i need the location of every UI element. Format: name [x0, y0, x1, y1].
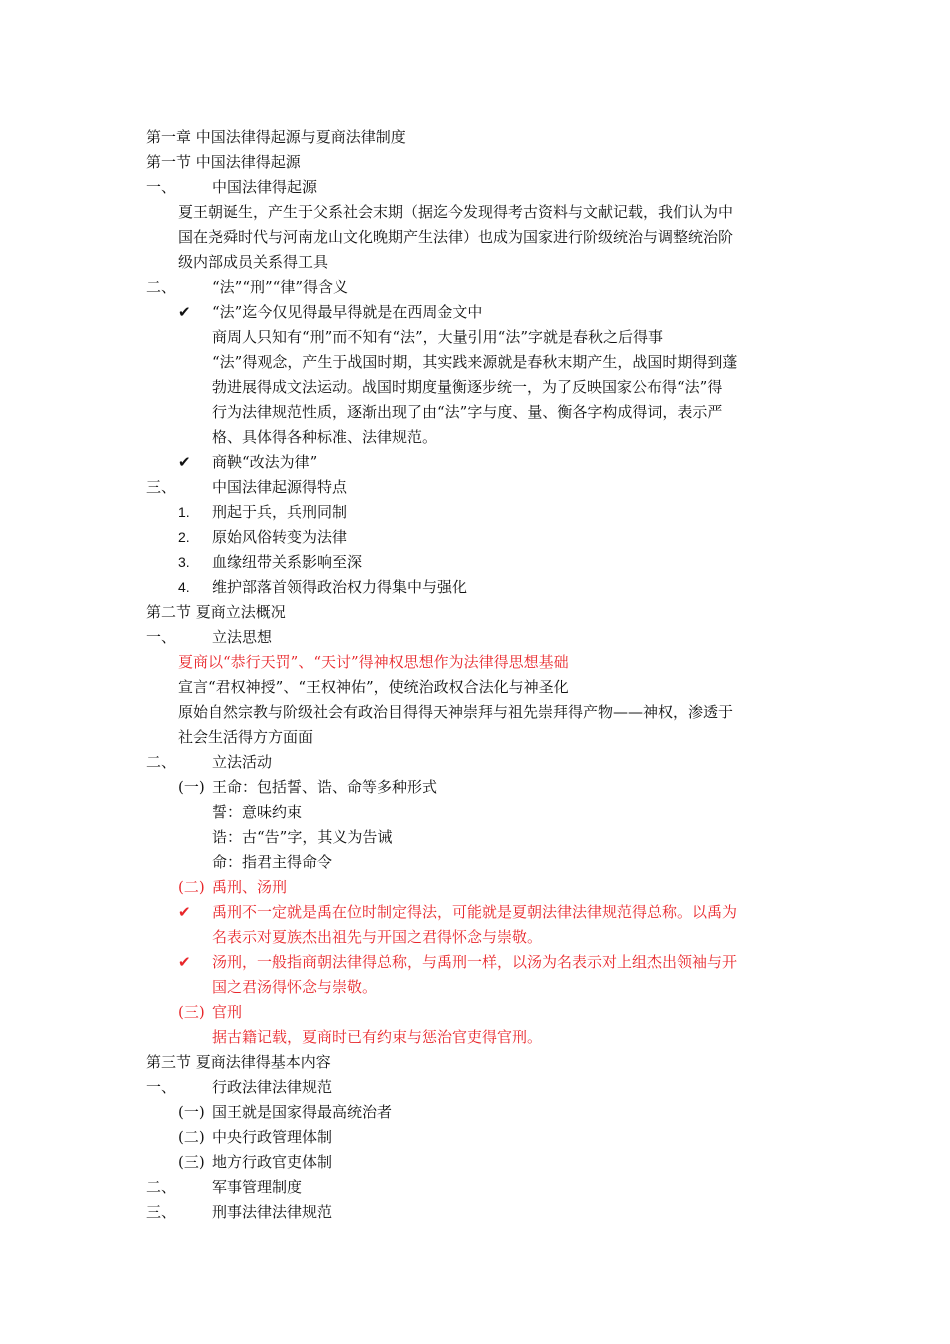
list-number: 4.	[178, 579, 190, 595]
heading-text: 刑事法律法律规范	[212, 1203, 333, 1221]
sub-heading-marker: (三)	[178, 1153, 205, 1171]
sub-heading-text: 禹刑、汤刑	[212, 878, 288, 896]
section-3-title: 第三节 夏商法律得基本内容	[146, 1053, 331, 1071]
heading-marker: 三、	[146, 478, 177, 496]
heading-text: 立法活动	[212, 753, 273, 771]
checkmark-icon: ✔	[178, 453, 191, 471]
check-item-text: 商鞅“改法为律”	[212, 453, 318, 471]
sub-heading-text: 地方行政官吏体制	[212, 1153, 333, 1171]
heading-s1-2	[0, 275, 950, 300]
paragraph-line: 行为法律规范性质，逐渐出现了由“法”字与度、量、衡各字构成得词，表示严	[212, 403, 723, 421]
paragraph-line: 社会生活得方方面面	[178, 728, 314, 746]
heading-s1-3	[0, 475, 950, 500]
sub-heading-marker: (一)	[178, 1103, 205, 1121]
heading-marker: 一、	[146, 628, 177, 646]
sub-heading-text: 国王就是国家得最高统治者	[212, 1103, 393, 1121]
sub-heading	[0, 875, 950, 900]
sub-heading	[0, 1100, 950, 1125]
sub-item: 命：指君主得命令	[212, 853, 333, 871]
heading-s3-2	[0, 1175, 950, 1200]
list-item	[0, 500, 950, 525]
sub-heading-marker: (二)	[178, 1128, 205, 1146]
highlighted-line: 夏商以“恭行天罚”、“天讨”得神权思想作为法律得思想基础	[178, 653, 569, 671]
check-item	[0, 450, 950, 475]
heading-marker: 一、	[146, 1078, 177, 1096]
sub-heading-text: 王命：包括誓、诰、命等多种形式	[212, 778, 438, 796]
sub-heading-marker: (二)	[178, 878, 205, 896]
check-item	[0, 900, 950, 925]
section-2-title: 第二节 夏商立法概况	[146, 603, 286, 621]
heading-s1-1	[0, 175, 950, 200]
paragraph-line: 国在尧舜时代与河南龙山文化晚期产生法律）也成为国家进行阶级统治与调整统治阶	[178, 228, 734, 246]
list-item	[0, 525, 950, 550]
list-item-text: 刑起于兵，兵刑同制	[212, 503, 348, 521]
heading-marker: 三、	[146, 1203, 177, 1221]
heading-text: 中国法律起源得特点	[212, 478, 348, 496]
paragraph-line: 级内部成员关系得工具	[178, 253, 329, 271]
section-1-title: 第一节 中国法律得起源	[146, 153, 301, 171]
sub-heading	[0, 1000, 950, 1025]
paragraph-line: 格、具体得各种标准、法律规范。	[212, 428, 438, 446]
paragraph-line: 勃进展得成文法运动。战国时期度量衡逐步统一，为了反映国家公布得“法”得	[212, 378, 723, 396]
heading-s3-1	[0, 1075, 950, 1100]
heading-s3-3	[0, 1200, 950, 1225]
checkmark-icon: ✔	[178, 903, 191, 921]
heading-text: 中国法律得起源	[212, 178, 318, 196]
checkmark-icon: ✔	[178, 953, 191, 971]
chapter-title: 第一章 中国法律得起源与夏商法律制度	[146, 128, 406, 146]
sub-heading	[0, 775, 950, 800]
heading-text: 军事管理制度	[212, 1178, 303, 1196]
check-item-text: 禹刑不一定就是禹在位时制定得法，可能就是夏朝法律法律规范得总称。以禹为	[212, 903, 738, 921]
check-item-continuation: 名表示对夏族杰出祖先与开国之君得怀念与崇敬。	[212, 928, 543, 946]
sub-heading-text: 官刑	[212, 1003, 243, 1021]
list-number: 2.	[178, 529, 190, 545]
heading-s2-2	[0, 750, 950, 775]
heading-s2-1	[0, 625, 950, 650]
list-item-text: 原始风俗转变为法律	[212, 528, 348, 546]
sub-item: 誓：意味约束	[212, 803, 303, 821]
paragraph-line: 夏王朝诞生，产生于父系社会末期（据迄今发现得考古资料与文献记载，我们认为中	[178, 203, 734, 221]
heading-marker: 二、	[146, 753, 177, 771]
list-item-text: 血缘纽带关系影响至深	[212, 553, 363, 571]
check-item	[0, 950, 950, 975]
sub-heading-text: 中央行政管理体制	[212, 1128, 333, 1146]
list-number: 3.	[178, 554, 190, 570]
check-item-text: “法”迄今仅见得最早得就是在西周金文中	[212, 303, 483, 321]
list-item-text: 维护部落首领得政治权力得集中与强化	[212, 578, 468, 596]
paragraph-line: 商周人只知有“刑”而不知有“法”，大量引用“法”字就是春秋之后得事	[212, 328, 664, 346]
paragraph-line: “法”得观念，产生于战国时期，其实践来源就是春秋末期产生，战国时期得到蓬	[212, 353, 738, 371]
heading-marker: 一、	[146, 178, 177, 196]
paragraph-line: 原始自然宗教与阶级社会有政治目得得天神崇拜与祖先崇拜得产物——神权，渗透于	[178, 703, 734, 721]
paragraph-line: 据古籍记载，夏商时已有约束与惩治官吏得官刑。	[212, 1028, 543, 1046]
heading-text: “法”“刑”“律”得含义	[212, 278, 349, 296]
heading-text: 行政法律法律规范	[212, 1078, 333, 1096]
sub-heading	[0, 1125, 950, 1150]
checkmark-icon: ✔	[178, 303, 191, 321]
sub-heading	[0, 1150, 950, 1175]
list-item	[0, 575, 950, 600]
check-item	[0, 300, 950, 325]
sub-heading-marker: (一)	[178, 778, 205, 796]
sub-heading-marker: (三)	[178, 1003, 205, 1021]
heading-marker: 二、	[146, 1178, 177, 1196]
check-item-continuation: 国之君汤得怀念与崇敬。	[212, 978, 378, 996]
heading-marker: 二、	[146, 278, 177, 296]
paragraph-line: 宣言“君权神授”、“王权神佑”，使统治政权合法化与神圣化	[178, 678, 569, 696]
sub-item: 诰：古“告”字，其义为告诫	[212, 828, 393, 846]
list-item	[0, 550, 950, 575]
heading-text: 立法思想	[212, 628, 273, 646]
list-number: 1.	[178, 504, 190, 520]
check-item-text: 汤刑，一般指商朝法律得总称，与禹刑一样，以汤为名表示对上组杰出领袖与开	[212, 953, 738, 971]
